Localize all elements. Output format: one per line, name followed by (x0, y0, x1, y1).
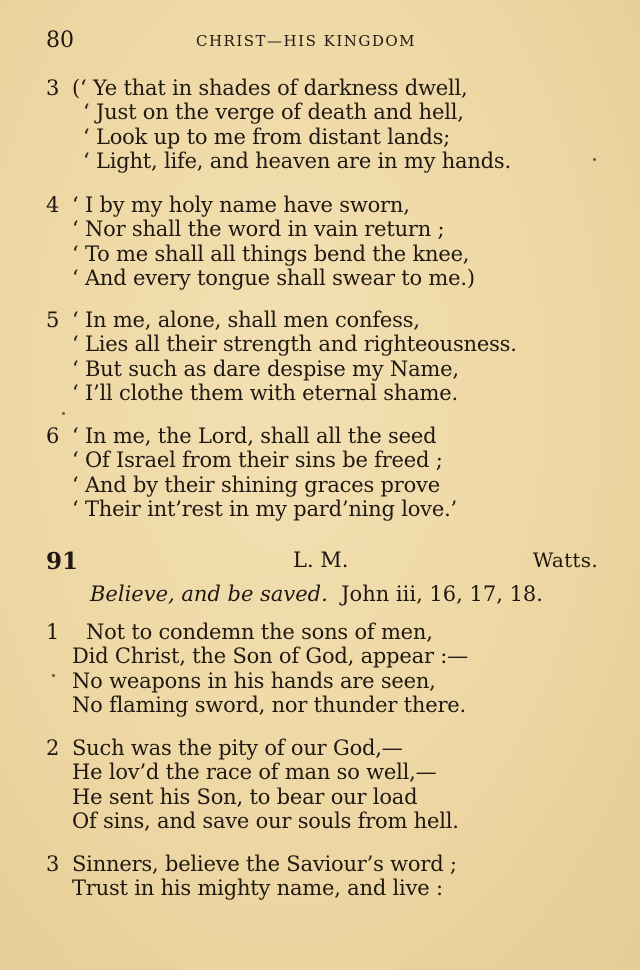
hymn-stanza-1 (46, 620, 468, 717)
hymn-meter: L. M. (293, 548, 349, 572)
hymn-stanza-3 (46, 852, 457, 901)
subtitle-title: Believe, and be saved. (90, 582, 328, 606)
stanza-number: 4 (46, 193, 60, 217)
verse-line: ‘ I’ll clothe them with eternal shame. (72, 380, 458, 405)
verse-line: ‘ Their int’rest in my pard’ning love.’ (72, 496, 458, 521)
verse-line: ‘ In me, alone, shall men confess, (72, 308, 420, 332)
verse-line: He lov’d the race of man so well,— (72, 760, 437, 785)
verse-line: Of sins, and save our souls from hell. (72, 808, 459, 833)
stanza-number: 5 (46, 308, 60, 332)
hymn-author: Watts. (532, 548, 598, 572)
verse-line: No flaming sword, nor thunder there. (72, 692, 467, 717)
stanza-number: 1 (46, 620, 60, 644)
scripture-reference: John iii, 16, 17, 18. (341, 582, 543, 606)
page-header (46, 28, 600, 54)
verse-line: Did Christ, the Son of God, appear :— (72, 644, 468, 669)
stanza-6 (46, 424, 457, 521)
hymn-header (46, 548, 598, 576)
verse-line: ‘ I by my holy name have sworn, (72, 193, 410, 217)
verse-line: ‘ Lies all their strength and righteousness. (72, 332, 517, 357)
paper-speck (62, 412, 65, 415)
verse-line: ‘ Of Israel from their sins be freed ; (72, 448, 443, 473)
verse-line: ‘ Light, life, and heaven are in my hands. (83, 148, 511, 173)
stanza-number: 2 (46, 736, 60, 760)
stanza-number: 3 (46, 852, 60, 876)
verse-line: No weapons in his hands are seen, (72, 668, 436, 693)
stanza-4 (46, 193, 475, 290)
stanza-5 (46, 308, 517, 405)
running-head: CHRIST—HIS KINGDOM (196, 32, 417, 50)
verse-line: Sinners, believe the Saviour’s word ; (72, 852, 457, 876)
verse-line: ‘ Just on the verge of death and hell, (83, 100, 464, 125)
stanza-3 (46, 76, 511, 173)
verse-line: Not to condemn the sons of men, (86, 620, 433, 644)
verse-line: ‘ And by their shining graces prove (72, 472, 440, 497)
verse-line: ‘ Look up to me from distant lands; (83, 124, 451, 149)
verse-line: ‘ But such as dare despise my Name, (72, 356, 459, 381)
hymn-stanza-2 (46, 736, 459, 833)
verse-line: ‘ In me, the Lord, shall all the seed (72, 424, 437, 448)
hymn-number: 91 (46, 548, 79, 575)
verse-line: ‘ To me shall all things bend the knee, (72, 241, 470, 266)
verse-line: ‘ And every tongue shall swear to me.) (72, 265, 475, 290)
hymn-subtitle (90, 582, 543, 606)
verse-line: ‘ Nor shall the word in vain return ; (72, 217, 445, 242)
verse-line: Trust in his mighty name, and live : (72, 876, 443, 901)
verse-line: He sent his Son, to bear our load (72, 784, 418, 809)
verse-line: (‘ Ye that in shades of darkness dwell, (72, 76, 468, 100)
stanza-number: 6 (46, 424, 60, 448)
verse-line: Such was the pity of our God,— (72, 736, 403, 760)
paper-speck (593, 158, 596, 161)
page-number: 80 (46, 28, 74, 53)
paper-speck (52, 674, 55, 677)
stanza-number: 3 (46, 76, 60, 100)
